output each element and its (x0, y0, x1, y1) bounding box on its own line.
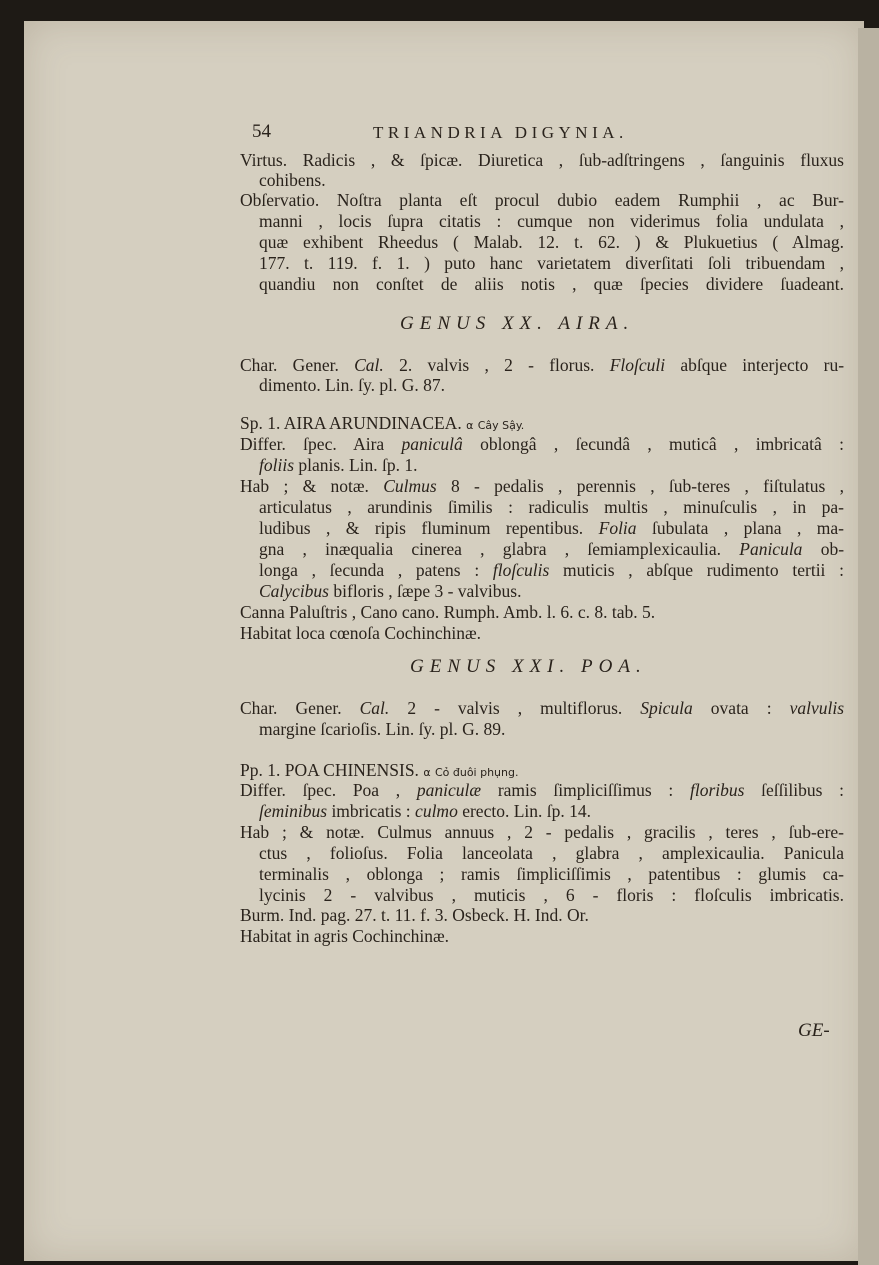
differ-text: ramis ſimpliciſſimus : (497, 780, 674, 800)
vernacular-name: Cỏ đuôi phụng. (434, 766, 519, 779)
hab-text: ſubulata , plana , ma- (652, 518, 845, 538)
species-name: Sp. 1. AIRA ARUNDINACEA. (240, 413, 462, 433)
char-text: abſque interjecto ru- (680, 355, 845, 375)
flosculi-term: Floſculi (609, 355, 666, 375)
differ-text: ſeſſilibus : (761, 780, 845, 800)
alpha-mark: α (423, 766, 431, 779)
differ-text: oblongâ , ſecundâ , muticâ , imbricatâ : (480, 434, 845, 454)
differ-text: planis. Lin. ſp. 1. (298, 455, 418, 475)
genus-21-title: GENUS XXI. POA. (410, 656, 647, 677)
paniculae-term: paniculæ (416, 780, 482, 800)
differ-text: Differ. ſpec. Aira (240, 434, 385, 454)
genus-21-hab-line-4: lycinis 2 - valvibus , muticis , 6 - floris : floſculis imbricatis. (259, 885, 844, 905)
genus-20-hab-line-4 (259, 539, 844, 560)
genus-20-differ-line-1 (240, 434, 844, 455)
hab-text: Hab ; & notæ. (240, 476, 369, 496)
genus-21-differ-line-1 (240, 780, 844, 801)
panicula-term: paniculâ (401, 434, 463, 454)
running-title: TRIANDRIA DIGYNIA. (373, 123, 628, 142)
genus-20-hab-line-3 (259, 518, 844, 539)
hab-text: ludibus , & ripis fluminum repentibus. (259, 518, 584, 538)
alpha-mark: α (466, 419, 474, 432)
calycibus-term: Calycibus (259, 581, 329, 601)
observatio-line-3: quæ exhibent Rheedus ( Malab. 12. t. 62. ) & Plukuetius ( Almag. (259, 232, 844, 252)
catchword: GE- (798, 1020, 830, 1041)
culmus-term: Culmus (383, 476, 437, 496)
flosculis-term: floſculis (492, 560, 550, 580)
species-name: Pp. 1. POA CHINENSIS. (240, 760, 419, 780)
valvulis-term: valvulis (789, 698, 845, 718)
genus-20-species-line (240, 413, 844, 436)
seminibus-term: ſeminibus (259, 801, 328, 821)
folia-term: Folia (598, 518, 637, 538)
genus-20-hab-line-5 (259, 560, 844, 581)
panicula-term: Panicula (739, 539, 803, 559)
differ-text: imbricatis : (331, 801, 411, 821)
spicula-term: Spicula (640, 698, 693, 718)
char-text: ovata : (710, 698, 772, 718)
genus-21-burm-line: Burm. Ind. pag. 27. t. 11. f. 3. Osbeck. H. Ind. Or. (240, 905, 589, 925)
observatio-line-5: quandiu non conſtet de aliis notis , quæ ſpecies dividere ſuadeant. (259, 274, 844, 294)
genus-21-hab-line-2: ctus , folioſus. Folia lanceolata , glabra , amplexicaulia. Panicula (259, 843, 844, 863)
genus-21-char-line-1 (240, 698, 844, 719)
genus-20-hab-line-1 (240, 476, 844, 497)
char-text: 2 - valvis , multiflorus. (407, 698, 623, 718)
genus-21-differ-line-2 (259, 801, 844, 822)
genus-21-hab-line-3: terminalis , oblonga ; ramis ſimpliciſſimis , patentibus : glumis ca- (259, 864, 844, 884)
vernacular-name: Cây Sậy. (477, 419, 525, 432)
genus-20-differ-line-2 (259, 455, 844, 476)
observatio-line-4: 177. t. 119. f. 1. ) puto hanc varietatem diverſitati ſoli tribuendam , (259, 253, 844, 273)
cal-term: Cal. (359, 698, 390, 718)
genus-20-title: GENUS XX. AIRA. (400, 313, 635, 334)
page-edge (858, 28, 879, 1265)
char-text: 2. valvis , 2 - florus. (399, 355, 595, 375)
hab-text: bifloris , ſæpe 3 - valvibus. (333, 581, 522, 601)
genus-20-char-line-2: dimento. Lin. ſy. pl. G. 87. (259, 375, 446, 395)
virtus-line-2: cohibens. (259, 170, 326, 190)
cal-term: Cal. (354, 355, 384, 375)
char-label: Char. Gener. (240, 355, 339, 375)
observatio-line-2: manni , locis ſupra citatis : cumque non viderimus folia undulata , (259, 211, 844, 231)
page-number: 54 (252, 121, 271, 142)
hab-text: longa , ſecunda , patens : (259, 560, 480, 580)
differ-text: Differ. ſpec. Poa , (240, 780, 401, 800)
culmo-term: culmo (415, 801, 458, 821)
running-header (240, 121, 844, 147)
char-label: Char. Gener. (240, 698, 342, 718)
hab-text: gna , inæqualia cinerea , glabra , ſemiamplexicaulia. (259, 539, 721, 559)
genus-20-hab-line-2: articulatus , arundinis ſimilis : radiculis multis , minuſculis , in pa- (259, 497, 844, 517)
hab-text: ob- (820, 539, 845, 559)
genus-21-char-line-2: margine ſcarioſis. Lin. ſy. pl. G. 89. (259, 719, 506, 739)
foliis-term: foliis (259, 455, 295, 475)
differ-text: erecto. Lin. ſp. 14. (462, 801, 591, 821)
hab-text: muticis , abſque rudimento tertii : (563, 560, 844, 580)
genus-21-habitat-line: Habitat in agris Cochinchinæ. (240, 926, 449, 946)
genus-20-char-line-1 (240, 355, 844, 376)
genus-21-hab-line-1: Hab ; & notæ. Culmus annuus , 2 - pedalis , gracilis , teres , ſub-ere- (240, 822, 844, 842)
hab-text: 8 - pedalis , perennis , ſub-teres , fiſtulatus , (451, 476, 845, 496)
observatio-line-1: Obſervatio. Noſtra planta eſt procul dubio eadem Rumphii , ac Bur- (240, 190, 844, 210)
genus-20-canna-line: Canna Paluſtris , Cano cano. Rumph. Amb. l. 6. c. 8. tab. 5. (240, 602, 656, 622)
virtus-line-1: Virtus. Radicis , & ſpicæ. Diuretica , ſub-adſtringens , ſanguinis fluxus (240, 150, 844, 170)
genus-20-habitat-line: Habitat loca cœnoſa Cochinchinæ. (240, 623, 482, 643)
floribus-term: floribus (689, 780, 745, 800)
genus-20-hab-line-6 (259, 581, 844, 602)
